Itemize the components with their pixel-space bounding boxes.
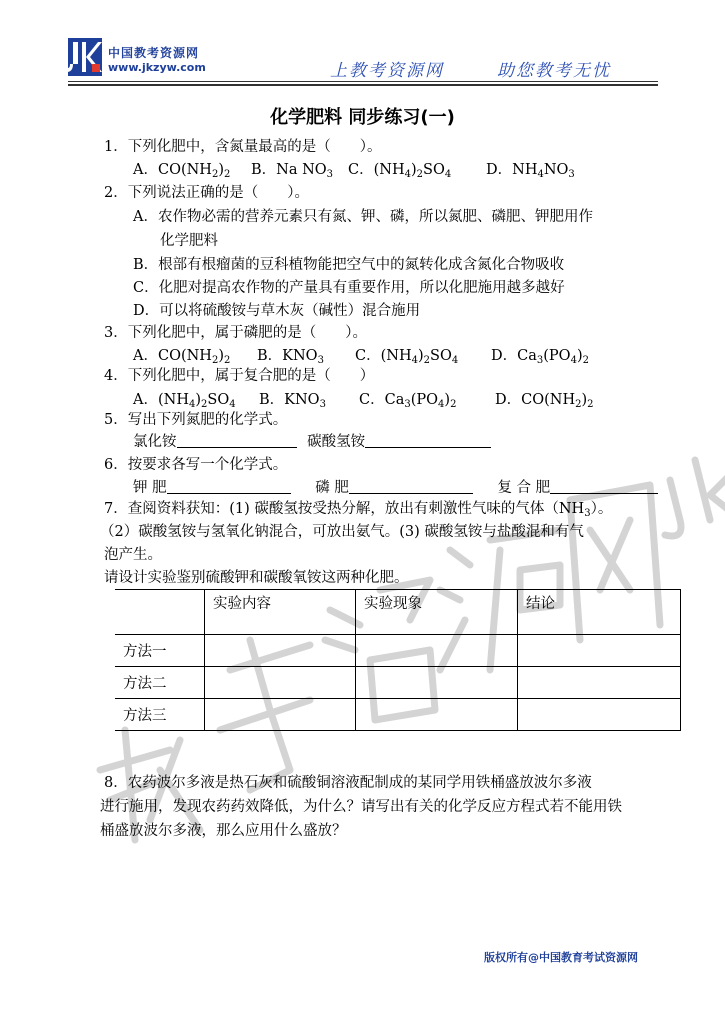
question-2-stem: 2．下列说法正确的是（ ）。	[104, 185, 309, 201]
page-header	[0, 0, 725, 90]
copyright-footer: 版权所有@中国教育考试资源网	[484, 951, 638, 964]
experiment-table	[115, 589, 681, 731]
q5-item-2-blank[interactable]	[365, 433, 491, 448]
q2-option-c: C．化肥对提高农作物的产量具有重要作用，所以化肥施用越多越好	[133, 280, 565, 296]
site-url: www.jkzyw.com	[108, 61, 206, 74]
q4-option-d: D．$CO(NH_2)_2$	[495, 392, 594, 410]
question-4-stem: 4．下列化肥中，属于复合肥的是（ ）	[104, 368, 375, 384]
q2-option-a-line1: A．农作物必需的营养元素只有氮、钾、磷，所以氮肥、磷肥、钾肥用作	[133, 209, 593, 225]
table-cell[interactable]	[356, 667, 518, 699]
q5-item-2-label: 碳酸氢铵	[307, 434, 366, 450]
q5-item-1-blank[interactable]	[177, 433, 297, 448]
table-row	[115, 667, 681, 699]
table-header-row	[115, 590, 681, 635]
q6-item-3-label: 复 合 肥	[497, 480, 551, 496]
q4-option-c: C．$Ca_3(PO_4)_2$	[359, 392, 457, 410]
q2-option-a-line2: 化学肥料	[160, 233, 218, 249]
question-8-line-3: 桶盛放波尔多液，那么应用什么盛放？	[100, 823, 347, 839]
question-5-stem: 5．写出下列氮肥的化学式。	[104, 412, 288, 428]
question-8-line-1: 8．农药波尔多液是热石灰和硫酸铜溶液配制成的某同学用铁桶盛放波尔多液	[104, 775, 592, 791]
table-header-cell: 实验内容	[205, 590, 356, 635]
table-header-cell	[115, 590, 205, 635]
question-5-blanks	[133, 432, 491, 452]
table-cell[interactable]	[356, 635, 518, 667]
header-rule-thin	[68, 81, 658, 82]
table-header-cell: 结论	[518, 590, 681, 635]
q6-item-2-label: 磷 肥	[315, 480, 349, 496]
q1-option-d: D．$NH_4NO_3$	[486, 162, 575, 180]
question-1-stem: 1．下列化肥中，含氮量最高的是（ ）。	[104, 139, 382, 155]
table-cell[interactable]	[518, 667, 681, 699]
jk-logo-icon	[68, 38, 102, 76]
page-title: 化学肥料 同步练习(一)	[270, 107, 455, 128]
q1-option-a: A．$CO(NH_2)_2$	[133, 162, 231, 180]
slogan-left: 上教考资源网	[330, 61, 444, 81]
table-row-label: 方法三	[115, 699, 205, 731]
table-cell[interactable]	[356, 699, 518, 731]
table-cell[interactable]	[518, 699, 681, 731]
slogan-right: 助您教考无忧	[497, 61, 611, 81]
q1-option-c: C．$(NH_4)_2SO_4$	[348, 162, 452, 180]
q4-option-b: B．$KNO_3$	[259, 392, 326, 410]
q3-option-c: C．$(NH_4)_2SO_4$	[355, 348, 459, 366]
header-rule-thick	[68, 84, 658, 86]
question-6-stem: 6．按要求各写一个化学式。	[104, 457, 288, 473]
site-name: 中国教考资源网	[108, 46, 200, 60]
q3-option-b: B．$KNO_3$	[257, 348, 324, 366]
question-7-line-4: 请设计实验鉴别硫酸钾和碳酸氧铵这两种化肥。	[104, 570, 409, 586]
question-3-stem: 3．下列化肥中，属于磷肥的是（ ）。	[104, 325, 367, 341]
table-header-cell: 实验现象	[356, 590, 518, 635]
question-6-blanks	[133, 478, 658, 498]
q6-item-1-blank[interactable]	[167, 479, 291, 494]
table-row	[115, 699, 681, 731]
question-1-options	[133, 160, 575, 185]
q3-option-a: A．$CO(NH_2)_2$	[133, 348, 231, 366]
q5-item-1-label: 氯化铵	[133, 434, 177, 450]
q6-item-3-blank[interactable]	[550, 479, 658, 494]
table-cell[interactable]	[518, 635, 681, 667]
table-row-label: 方法一	[115, 635, 205, 667]
q4-option-a: A．$(NH_4)_2SO_4$	[133, 392, 236, 410]
question-8-line-2: 进行施用，发现农药药效降低，为什么？请写出有关的化学反应方程式若不能用铁	[100, 799, 622, 815]
table-row	[115, 635, 681, 667]
table-cell[interactable]	[205, 667, 356, 699]
question-7-line-3: 泡产生。	[104, 547, 162, 563]
q2-option-b: B．根部有根瘤菌的豆科植物能把空气中的氮转化成含氮化合物吸收	[133, 257, 565, 273]
q6-item-1-label: 钾 肥	[133, 480, 167, 496]
q2-option-d: D．可以将硫酸铵与草木灰（碱性）混合施用	[133, 303, 421, 319]
table-cell[interactable]	[205, 699, 356, 731]
question-7-line-2: （2）碳酸氢铵与氢氧化钠混合，可放出氨气。(3) 碳酸氢铵与盐酸混和有气	[100, 524, 584, 540]
question-7-line-1: 7．查阅资料获知：(1) 碳酸氢按受热分解，放出有刺激性气味的气体$(NH_3)$。	[104, 501, 613, 519]
q3-option-d: D．$Ca_3(PO_4)_2$	[491, 348, 589, 366]
table-cell[interactable]	[205, 635, 356, 667]
q6-item-2-blank[interactable]	[349, 479, 473, 494]
q1-option-b: B．Na $NO_3$	[251, 162, 334, 180]
table-row-label: 方法二	[115, 667, 205, 699]
